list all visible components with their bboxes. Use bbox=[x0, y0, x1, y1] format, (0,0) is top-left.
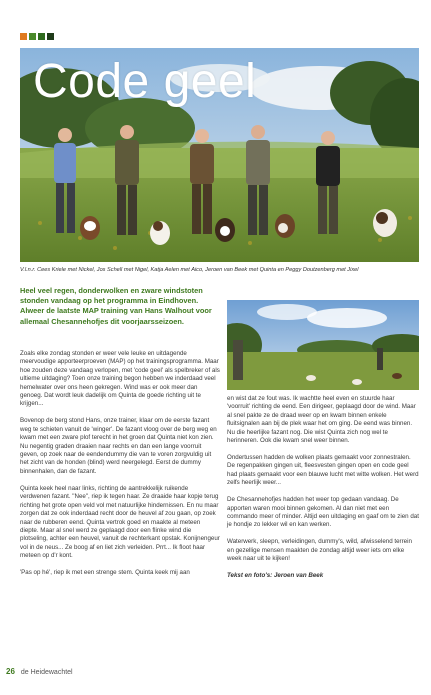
magazine-name: de Heidewachtel bbox=[20, 669, 73, 676]
paragraph: De Chesannehofjes hadden het weer top gedaan vandaag. De apporten waren mooi binnen gekomen. Al dan niet met een commando meer of minder. Altijd een uitdaging en gaaf om te zien dat je hondje zo lekker wil en kan werken. bbox=[227, 496, 419, 529]
photo-caption: V.l.n.r. Cees Kriele met Nickel, Jos Schell met Nigel, Katja Aelen met Aico, Jeroen van Beek met Quinta en Peggy Doutzenberg met Jixel bbox=[20, 267, 359, 273]
paragraph: Ondertussen hadden de wolken plaats gemaakt voor zonnestralen. De regenpakken gingen uit, fleesvesten gingen open en code geel had plaats gemaakt voor een blauwe lucht met witte wolken. Het werd zelfs heerlijk weer... bbox=[227, 454, 419, 487]
paragraph: Quinta keek heel naar links, richting de aantrekkelijk ruikende verdwenen fazant. "Nee", riep ik tegen haar. Ze draaide haar kopje terug richting het grote open veld vol met natuurlijke hindernissen. En nu maar zorgen dat ze ook inderdaad recht door de heuvel af zou gaan, op zoek naar de rubberen eend. Quinta vertrok goed en maakte al meteen diepte. Maar al snel werd ze geplaagd door een flinke wind die plotseling, achter een heuvel, vanuit de rechterkant opstak. Konijnengeur vol in de neus... Ze boog af en liet zich verleiden. Prrt... Ik floot haar meteen op d'r kont. bbox=[20, 484, 220, 560]
article-column-right bbox=[227, 395, 419, 589]
green-square bbox=[38, 33, 45, 40]
article-intro: Heel veel regen, donderwolken en zware windstoten stonden vandaag op het programma in Eindhoven. Alweer de laatste MAP training van Hans Walhout voor allemaal Chesannehofjes dit voorjaarsseizoen. bbox=[20, 286, 212, 326]
paragraph: 'Pas op hé', riep ik met een strenge stem. Quinta keek mij aan bbox=[20, 569, 190, 577]
paragraph: en wist dat ze fout was. Ik wachtte heel even en stuurde haar 'voorruit' richting de eend. Een dirigeer, geplaagd door de wind. Maar al snel pakte ze de draad weer op en kwam binnen enkele fluitsignalen aan bij de plek waar het om ging. De eend was binnen. Nu die heerlijke fazant nog. Die wist Quinta zich nog wel te herinneren. Ook die kwam snel weer binnen. bbox=[227, 395, 416, 445]
dark-square bbox=[47, 33, 54, 40]
page-footer bbox=[6, 667, 73, 676]
paragraph: Bovenop de berg stond Hans, onze trainer, klaar om de eerste fazant weg te schieten vanuit de 'winger'. De fazant vloog over de berg weg en kwam met een zware plof terecht in het groen dat Quinta niet kon zien. Nu negentig graden draaien naar rechts en dan een lange voorruit geven, op zoek naar de eendendummy die van te voren zorgvuldig uit het zicht van de honden (blind) werd neergelegd. Eerst de dummy binnenhalen, dan de fazant. bbox=[20, 417, 217, 475]
article-title: Code geel bbox=[33, 55, 257, 108]
article-credit: Tekst en foto's: Jeroen van Beek bbox=[227, 572, 324, 580]
paragraph: Waterwerk, sleepn, verleidingen, dummy's, wild, afwisselend terrein en gezellige mensen maakten de zondag altijd weer iets om elke week naar uit te kijken! bbox=[227, 538, 412, 563]
orange-square bbox=[20, 33, 27, 40]
paragraph: Zoals elke zondag stonden er weer vele leuke en uitdagende meervoudige apporteerproeven (MAP) op het trainingsprogramma. Maar hoe zouden deze vandaag verlopen, met 'code geel' als spelbreker of als ultieme uitdaging? Toen onze training begon hebben we inderdaad veel hemelwater over ons heen gekregen. Wind was er ook meer dan genoeg. Dat wordt leuk dadelijk om Quinta de goede richting uit te krijgen... bbox=[20, 350, 220, 408]
field-photo bbox=[227, 300, 419, 390]
green-square bbox=[29, 33, 36, 40]
article-column-left bbox=[20, 350, 220, 586]
color-squares bbox=[20, 33, 54, 40]
page-number: 26 bbox=[6, 667, 15, 676]
